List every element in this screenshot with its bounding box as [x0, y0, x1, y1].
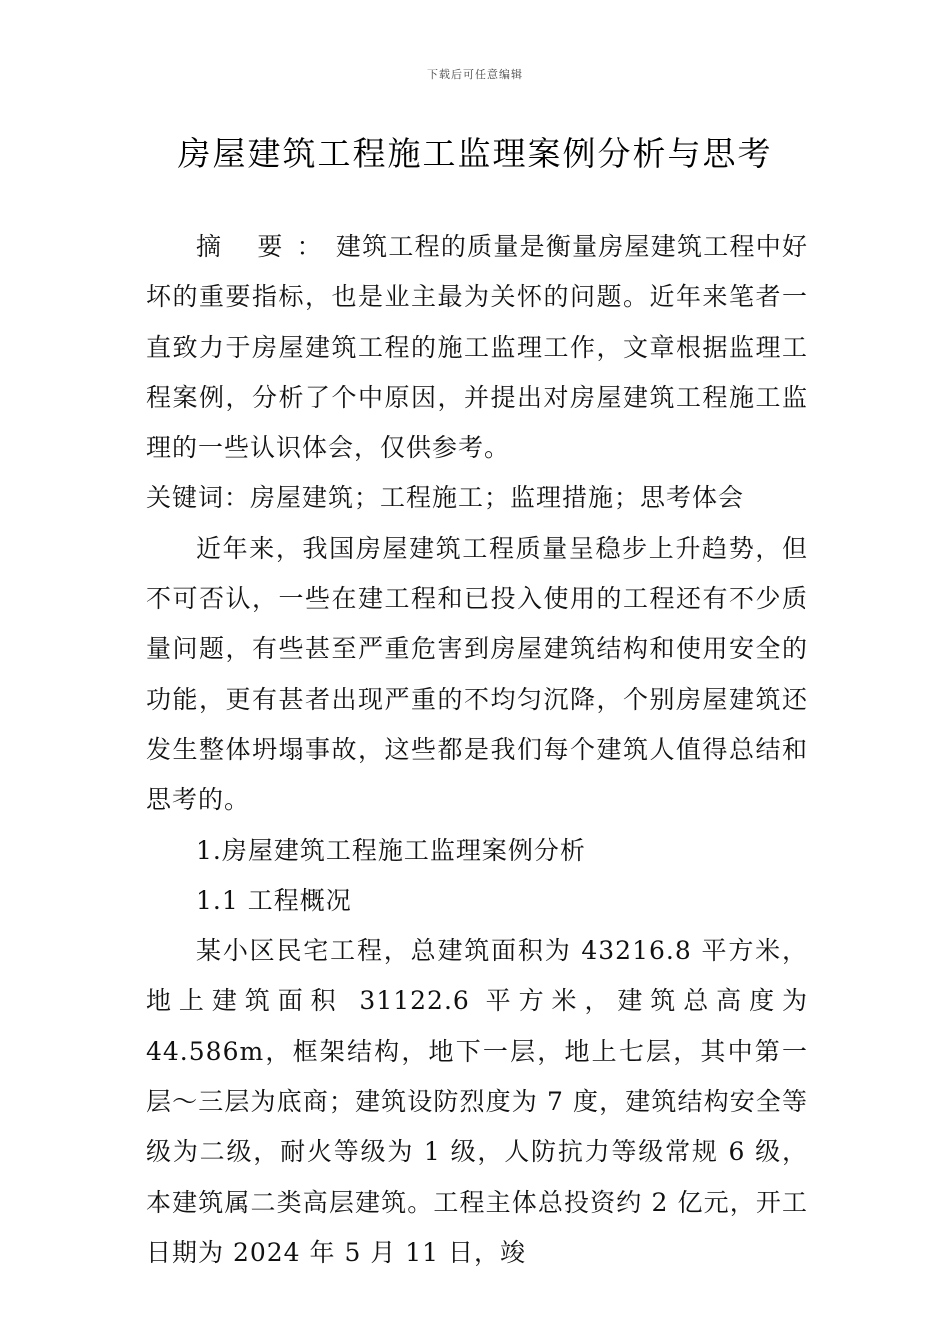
section-heading-1-1: 1.1 工程概况: [196, 885, 352, 915]
abstract-label: 摘 要：: [196, 232, 336, 261]
header-note: 下载后可任意编辑: [427, 68, 523, 81]
overview-paragraph: 某小区民宅工程，总建筑面积为 43216.8 平方米，地上建筑面积 31122.6 平方米，建筑总高度为 44.586m，框架结构，地下一层，地上七层，其中第一层～三层为底商；建筑设防烈度为 7 度，建筑结构安全等级为二级，耐火等级为 1 级，人防抗力等级常规 6 级，本建筑属二类高层建筑。工程主体总投资约 2 亿元，开工日期为 2024 年 5 月 11 日，竣: [146, 936, 808, 1267]
document-body: [146, 222, 808, 1278]
abstract-text: 建筑工程的质量是衡量房屋建筑工程中好坏的重要指标，也是业主最为关怀的问题。近年来笔者一直致力于房屋建筑工程的施工监理工作，文章根据监理工程案例，分析了个中原因，并提出对房屋建筑工程施工监理的一些认识体会，仅供参考。: [146, 232, 808, 463]
intro-paragraph: 近年来，我国房屋建筑工程质量呈稳步上升趋势，但不可否认，一些在建工程和已投入使用的工程还有不少质量问题，有些甚至严重危害到房屋建筑结构和使用安全的功能，更有甚者出现严重的不均匀沉降，个别房屋建筑还发生整体坍塌事故，这些都是我们每个建筑人值得总结和思考的。: [146, 533, 808, 815]
abstract-paragraph: [146, 222, 808, 473]
section-heading-1: 1.房屋建筑工程施工监理案例分析: [196, 835, 586, 865]
keywords-line: 关键词：房屋建筑；工程施工；监理措施；思考体会: [146, 483, 745, 513]
document-title: 房屋建筑工程施工监理案例分析与思考: [177, 134, 773, 173]
